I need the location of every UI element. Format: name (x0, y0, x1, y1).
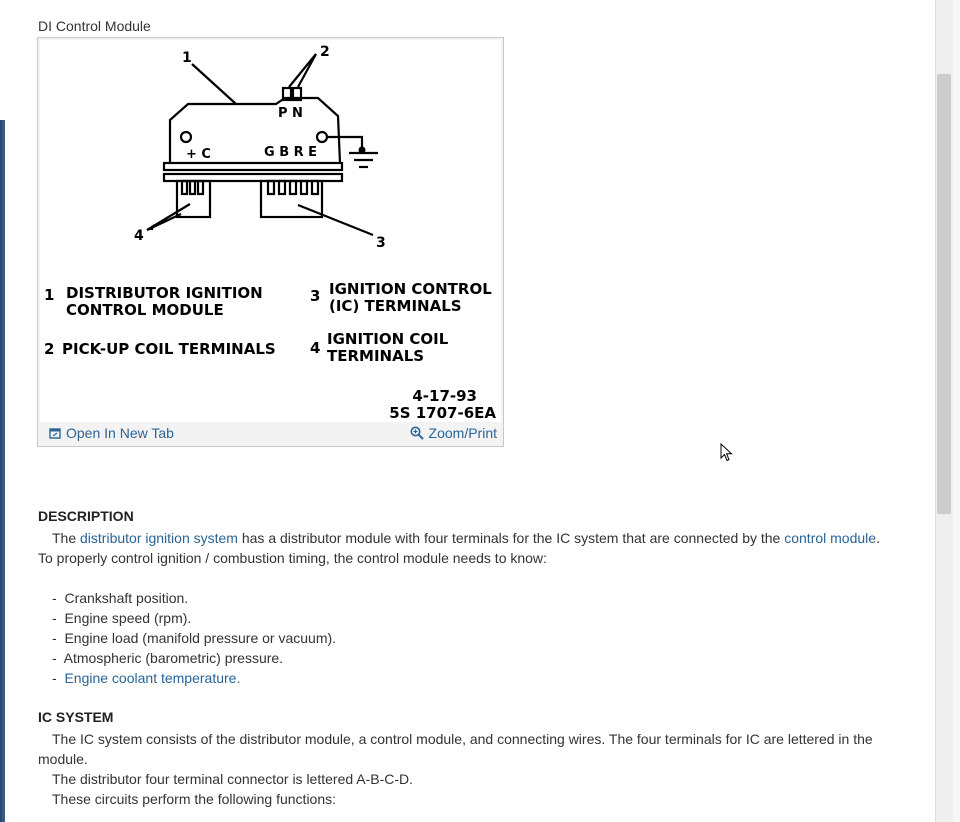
ic-system-heading: IC SYSTEM (38, 709, 114, 725)
figure-container (37, 37, 504, 447)
legend-3-num: 3 (310, 287, 321, 305)
callout-1: 1 (182, 50, 192, 66)
requirements-list (52, 588, 336, 688)
figure-caption: DI Control Module (38, 18, 151, 34)
legend-1-line2: CONTROL MODULE (66, 301, 224, 319)
zoom-print-label: Zoom/Print (428, 425, 497, 441)
list-item: - Atmospheric (barometric) pressure. (52, 648, 336, 668)
ic-system-paragraph-2: The distributor four terminal connector is lettered A-B-C-D. (52, 771, 414, 787)
scrollbar-thumb[interactable] (937, 74, 951, 514)
legend-4-num: 4 (310, 339, 321, 357)
callout-2: 2 (320, 44, 330, 60)
window-left-edge (0, 0, 5, 822)
legend-4-line2: TERMINALS (327, 347, 425, 365)
ic-system-paragraph-1: The IC system consists of the distributor module, a control module, and connecting wires. The four terminals for IC are lettered in the module. (38, 731, 873, 767)
engine-coolant-temperature-link[interactable]: Engine coolant temperature (64, 670, 237, 686)
terminal-arrows (147, 224, 154, 230)
zoom-print-link[interactable] (410, 425, 497, 441)
legend-3-line1: IGNITION CONTROL (329, 280, 492, 298)
window-right-edge (953, 0, 960, 822)
mouse-pointer-icon (720, 443, 734, 463)
legend-3-line2: (IC) TERMINALS (329, 297, 462, 315)
label-plus-c: + C (186, 147, 211, 162)
legend-1-line1: DISTRIBUTOR IGNITION (66, 284, 263, 302)
legend-2-line1: PICK-UP COIL TERMINALS (62, 340, 276, 358)
list-item: - Engine load (manifold pressure or vacuum). (52, 628, 336, 648)
list-item: - Engine speed (rpm). (52, 608, 336, 628)
description-paragraph-1: The distributor ignition system has a distributor module with four terminals for the IC system that are connected by the control module. (52, 530, 880, 546)
description-paragraph-2: To properly control ignition / combustion timing, the control module needs to know: (38, 550, 547, 566)
control-module-link[interactable]: control module (784, 530, 877, 546)
open-in-new-tab-link[interactable] (49, 425, 174, 441)
ic-system-paragraph-3: These circuits perform the following functions: (52, 791, 337, 807)
module-drawing (147, 54, 378, 235)
legend-4-line1: IGNITION COIL (327, 330, 449, 348)
figure-date-code: 4-17-93 (412, 387, 477, 405)
label-gbre: G B R E (264, 145, 318, 160)
zoom-icon (410, 426, 424, 440)
module-diagram[interactable] (40, 40, 501, 422)
distributor-ignition-system-link[interactable]: distributor ignition system (80, 530, 238, 546)
legend-1-num: 1 (44, 286, 55, 304)
open-new-tab-icon (49, 427, 61, 439)
figure-part-code: 5S 1707-6EA (389, 404, 496, 422)
callout-4: 4 (134, 228, 144, 244)
list-item: - Crankshaft position. (52, 588, 336, 608)
open-in-new-tab-label: Open In New Tab (66, 425, 174, 441)
label-pickup-pn: P N (278, 106, 303, 121)
callout-3: 3 (376, 235, 386, 251)
legend-2-num: 2 (44, 340, 55, 358)
description-heading: DESCRIPTION (38, 508, 134, 524)
list-item: - Engine coolant temperature. (52, 668, 336, 688)
